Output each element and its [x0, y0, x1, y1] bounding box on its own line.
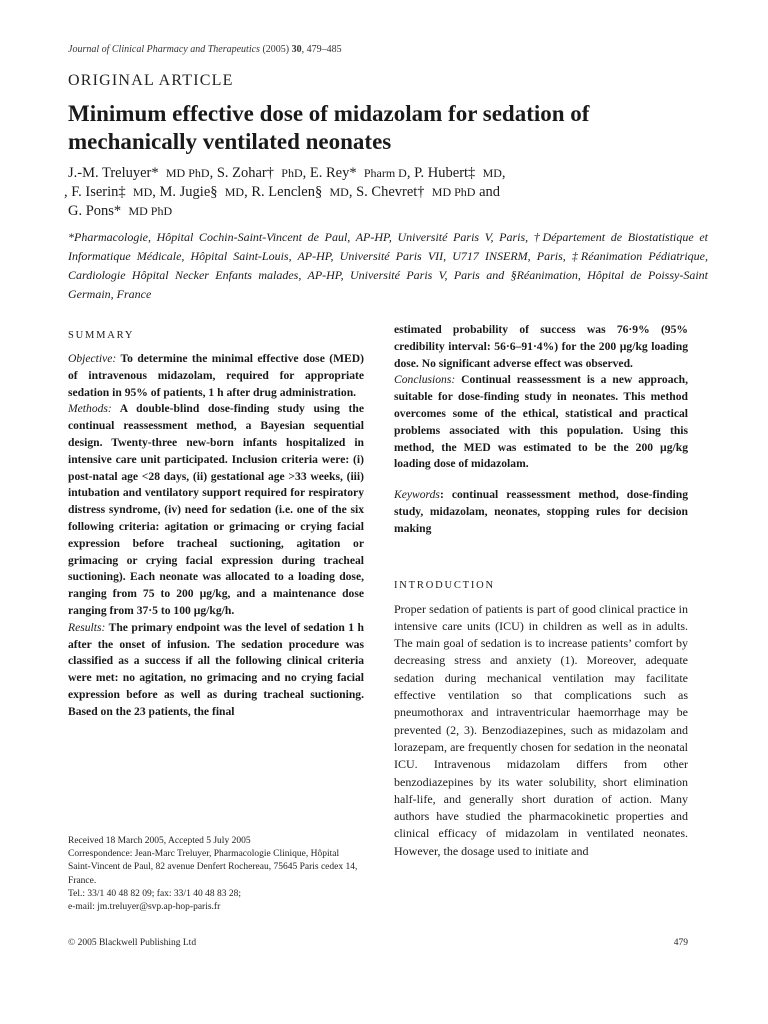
author-degree: Pharm D [363, 166, 407, 180]
telephone-fax: Tel.: 33/1 40 48 82 09; fax: 33/1 40 48 83 28; [68, 888, 241, 899]
keywords: Keywords: continual reassessment method, dose-finding study, midazolam, neonates, stopping rules for decision making [394, 488, 688, 535]
author-list [64, 164, 708, 221]
journal-year: (2005) [262, 44, 290, 55]
summary-heading: SUMMARY [68, 330, 135, 341]
author-degree: MD PhD [128, 204, 173, 218]
author-name: , S. Zohar† [209, 165, 275, 181]
results-text-right: estimated probability of success was 76·9% (95% credibility interval: 56·6–91·4%) for the 200 µg/kg loading dose. No significant adverse effect was observed. [394, 323, 688, 370]
introduction-text: Proper sedation of patients is part of good clinical practice in intensive care units (ICU) in children as well as in adults. The main goal of sedation is to increase patients’ comfort by decreasing stress and anxiety (1). Moreover, adequate sedation during mechanical ventilation may facilitate effective ventilation so that complications such as pneumothorax and intraventricular haemorrhage may be prevented (2, 3). Benzodiazepines, such as midazolam and lorazepam, are frequently chosen for sedation in the neonatal ICU. Intravenous midazolam differs from other benzodiazepines by its water solubility, short elimination half-life, and generally short duration of action. Many authors have studied the pharmacokinetic properties and clinical efficacy of midazolam in ventilated neonates. However, the dosage used to initiate and [394, 601, 688, 858]
left-column [68, 330, 364, 721]
page-number: 479 [673, 938, 688, 948]
author-degree: MD [329, 185, 349, 199]
right-column [394, 322, 688, 860]
journal-volume: 30 [291, 44, 302, 55]
summary-body [68, 351, 364, 721]
introduction-heading: INTRODUCTION [394, 579, 495, 591]
journal-pages: , 479–485 [301, 44, 342, 55]
summary-results: Results: The primary endpoint was the level of sedation 1 h after the onset of infusion. The sedation procedure was classified as a success if all the following clinical criteria were met: no agitation, no grimacing and no crying facial expression before as well as during tracheal suctioning. Based on the 23 patients, the final [68, 620, 364, 718]
summary-methods: Methods: A double-blind dose-finding study using the continual reassessment method, a Bayesian sequential design. Twenty-three new-born infants hospitalized in intensive care unit participated. Inclusion criteria were: (i) post-natal age <28 days, (ii) gestational age >33 weeks, (iii) intubation and ventilatory support required for respiratory distress syndrome, (iv) need for sedation (i.e. one of the six following criteria: agitation or grimacing or crying facial expression before tracheal suctioning, agitation or grimacing or crying facial expression during tracheal suctioning). Each neonate was allocated to a loading dose, ranging from 75 to 200 µg/kg, and a maintenance dose ranging from 37·5 to 100 µg/kg/h. [68, 402, 364, 617]
article-footnote [68, 835, 364, 914]
author-degree: MD [132, 185, 153, 199]
summary-continued [394, 322, 688, 473]
summary-conclusions: Conclusions: Continual reassessment is a new approach, suitable for dose-finding study in neonates. This method overcomes some of the ethical, statistical and practical problems associated with this population. Using this method, the MED was estimated to be the 200 µg/kg loading dose of midazolam. [394, 373, 688, 471]
author-name: , E. Rey* [302, 165, 357, 181]
author-name: , P. Hubert‡ [406, 165, 476, 181]
author-line [68, 202, 708, 221]
email-address: e-mail: jm.treluyer@svp.ap-hop-paris.fr [68, 902, 221, 913]
author-name: J.-M. Treluyer* [68, 165, 159, 181]
author-name: , R. Lenclen§ [244, 184, 323, 200]
author-degree: MD PhD [165, 166, 210, 180]
author-line [64, 183, 708, 202]
author-conjunction: and [479, 184, 501, 200]
journal-name: Journal of Clinical Pharmacy and Therapeutics [68, 44, 260, 55]
received-dates: Received 18 March 2005, Accepted 5 July 2005 [68, 836, 251, 846]
article-type: ORIGINAL ARTICLE [68, 72, 234, 89]
author-degree: MD [482, 166, 502, 180]
summary-objective: Objective: To determine the minimal effective dose (MED) of intravenous midazolam, required for appropriate sedation in 95% of patients, 1 h after drug administration. [68, 352, 364, 399]
copyright: © 2005 Blackwell Publishing Ltd [68, 938, 197, 948]
summary-results-continued [394, 322, 688, 372]
affiliations: *Pharmacologie, Hôpital Cochin-Saint-Vincent de Paul, AP-HP, Université Paris V, Paris, †Département de Biostatistique et Informatique Médicale, Hôpital Saint-Louis, AP-HP, Université Paris VII, U717 INSERM, Paris, ‡Réanimation Pédiatrique, Cardiologie Hôpital Necker Enfants malades, AP-HP, Université Paris V, Paris and §Réanimation, Hôpital de Poissy-Saint Germain, France [68, 230, 708, 301]
correspondence: Correspondence: Jean-Marc Treluyer, Pharmacologie Clinique, Hôpital Saint-Vincent de Paul, 82 avenue Denfert Rochereau, 75645 Paris cedex 14, France. [68, 849, 358, 886]
article-title: Minimum effective dose of midazolam for sedation of mechanically ventilated neonates [68, 101, 590, 154]
author-name: G. Pons* [68, 203, 122, 219]
author-name: , M. Jugie§ [152, 184, 218, 200]
author-name: , S. Chevret† [348, 184, 425, 200]
author-line: J.-M. Treluyer* MD PhD, S. Zohar† PhD, E. Rey* Pharm D, P. Hubert‡ MD, [68, 165, 506, 181]
author-degree: MD [224, 185, 245, 199]
author-name: , F. Iserin‡ [64, 184, 126, 200]
author-degree: MD PhD [431, 185, 476, 199]
author-degree: PhD [281, 166, 303, 180]
results-text-left: The primary endpoint was the level of sedation 1 h after the onset of infusion. The sedation procedure was classified as a success if all the following clinical criteria were met: no agitation, no grimacing and no crying facial expression before as well as during tracheal suctioning. Based on the 23 patients, the final [68, 620, 364, 718]
journal-reference [68, 44, 342, 55]
